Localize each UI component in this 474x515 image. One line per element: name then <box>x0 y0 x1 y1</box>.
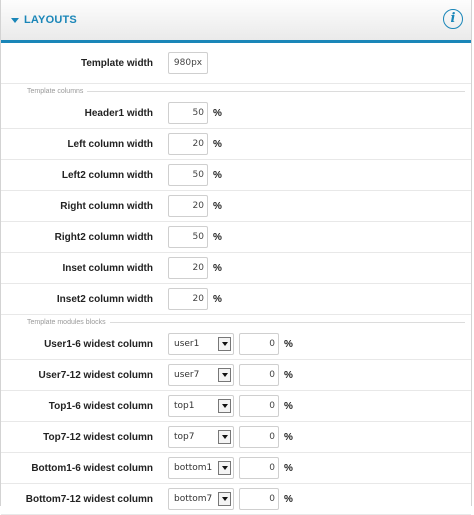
column-width-row <box>1 129 471 160</box>
module-column-row <box>1 484 471 515</box>
columns-list <box>1 98 471 315</box>
column-width-label: Header1 width <box>84 107 153 119</box>
module-select[interactable] <box>168 333 234 355</box>
module-column-row <box>1 453 471 484</box>
module-select-value: top7 <box>174 432 195 442</box>
dropdown-arrow-icon[interactable] <box>218 430 231 444</box>
module-column-label: Bottom7-12 widest column <box>25 493 153 505</box>
percent-unit: % <box>284 462 293 474</box>
column-width-label: Right2 column width <box>54 231 153 243</box>
module-column-label: Top1-6 widest column <box>48 400 153 412</box>
percent-unit: % <box>213 262 222 274</box>
module-width-input[interactable]: 0 <box>239 395 279 417</box>
section-title-columns: Template columns <box>27 87 84 95</box>
column-width-label: Right column width <box>60 200 153 212</box>
separator-line <box>110 322 465 323</box>
module-select[interactable] <box>168 395 234 417</box>
percent-unit: % <box>213 169 222 181</box>
module-column-label: User7-12 widest column <box>38 369 153 381</box>
panel-header[interactable] <box>1 0 471 43</box>
column-width-input[interactable]: 50 <box>168 102 208 124</box>
module-select[interactable] <box>168 488 234 510</box>
module-width-input[interactable]: 0 <box>239 426 279 448</box>
column-width-label: Left column width <box>67 138 153 150</box>
section-separator <box>1 84 471 98</box>
module-width-input[interactable]: 0 <box>239 457 279 479</box>
module-column-label: Bottom1-6 widest column <box>31 462 153 474</box>
module-width-input[interactable]: 0 <box>239 333 279 355</box>
separator-line <box>87 91 465 92</box>
percent-unit: % <box>213 138 222 150</box>
column-width-label: Inset column width <box>62 262 153 274</box>
module-select-value: user7 <box>174 370 200 380</box>
module-select-value: top1 <box>174 401 195 411</box>
module-select[interactable] <box>168 457 234 479</box>
column-width-row <box>1 191 471 222</box>
percent-unit: % <box>284 400 293 412</box>
module-column-row <box>1 360 471 391</box>
collapse-arrow-icon[interactable] <box>11 18 19 23</box>
template-width-input[interactable]: 980px <box>168 52 208 74</box>
column-width-input[interactable]: 20 <box>168 195 208 217</box>
modules-list <box>1 329 471 515</box>
module-select-value: bottom1 <box>174 463 213 473</box>
column-width-row <box>1 222 471 253</box>
section-title-modules: Template modules blocks <box>27 318 106 326</box>
module-width-input[interactable]: 0 <box>239 488 279 510</box>
section-separator <box>1 315 471 329</box>
module-column-label: User1-6 widest column <box>44 338 153 350</box>
module-width-input[interactable]: 0 <box>239 364 279 386</box>
dropdown-arrow-icon[interactable] <box>218 337 231 351</box>
column-width-row <box>1 284 471 315</box>
column-width-input[interactable]: 50 <box>168 226 208 248</box>
percent-unit: % <box>213 200 222 212</box>
column-width-label: Inset2 column width <box>56 293 153 305</box>
dropdown-arrow-icon[interactable] <box>218 461 231 475</box>
percent-unit: % <box>284 338 293 350</box>
column-width-label: Left2 column width <box>61 169 153 181</box>
column-width-row <box>1 98 471 129</box>
percent-unit: % <box>213 107 222 119</box>
module-select[interactable] <box>168 364 234 386</box>
module-select[interactable] <box>168 426 234 448</box>
info-icon[interactable]: i <box>443 9 463 29</box>
module-select-value: bottom7 <box>174 494 213 504</box>
dropdown-arrow-icon[interactable] <box>218 399 231 413</box>
percent-unit: % <box>284 431 293 443</box>
template-width-row <box>1 43 471 84</box>
dropdown-arrow-icon[interactable] <box>218 492 231 506</box>
column-width-input[interactable]: 50 <box>168 164 208 186</box>
module-select-value: user1 <box>174 339 200 349</box>
column-width-row <box>1 253 471 284</box>
template-width-label: Template width <box>80 57 153 69</box>
percent-unit: % <box>284 369 293 381</box>
panel-title: LAYOUTS <box>24 14 77 26</box>
dropdown-arrow-icon[interactable] <box>218 368 231 382</box>
column-width-input[interactable]: 20 <box>168 257 208 279</box>
percent-unit: % <box>284 493 293 505</box>
module-column-label: Top7-12 widest column <box>43 431 153 443</box>
column-width-input[interactable]: 20 <box>168 288 208 310</box>
column-width-row <box>1 160 471 191</box>
column-width-input[interactable]: 20 <box>168 133 208 155</box>
percent-unit: % <box>213 293 222 305</box>
module-column-row <box>1 391 471 422</box>
module-column-row <box>1 329 471 360</box>
module-column-row <box>1 422 471 453</box>
percent-unit: % <box>213 231 222 243</box>
